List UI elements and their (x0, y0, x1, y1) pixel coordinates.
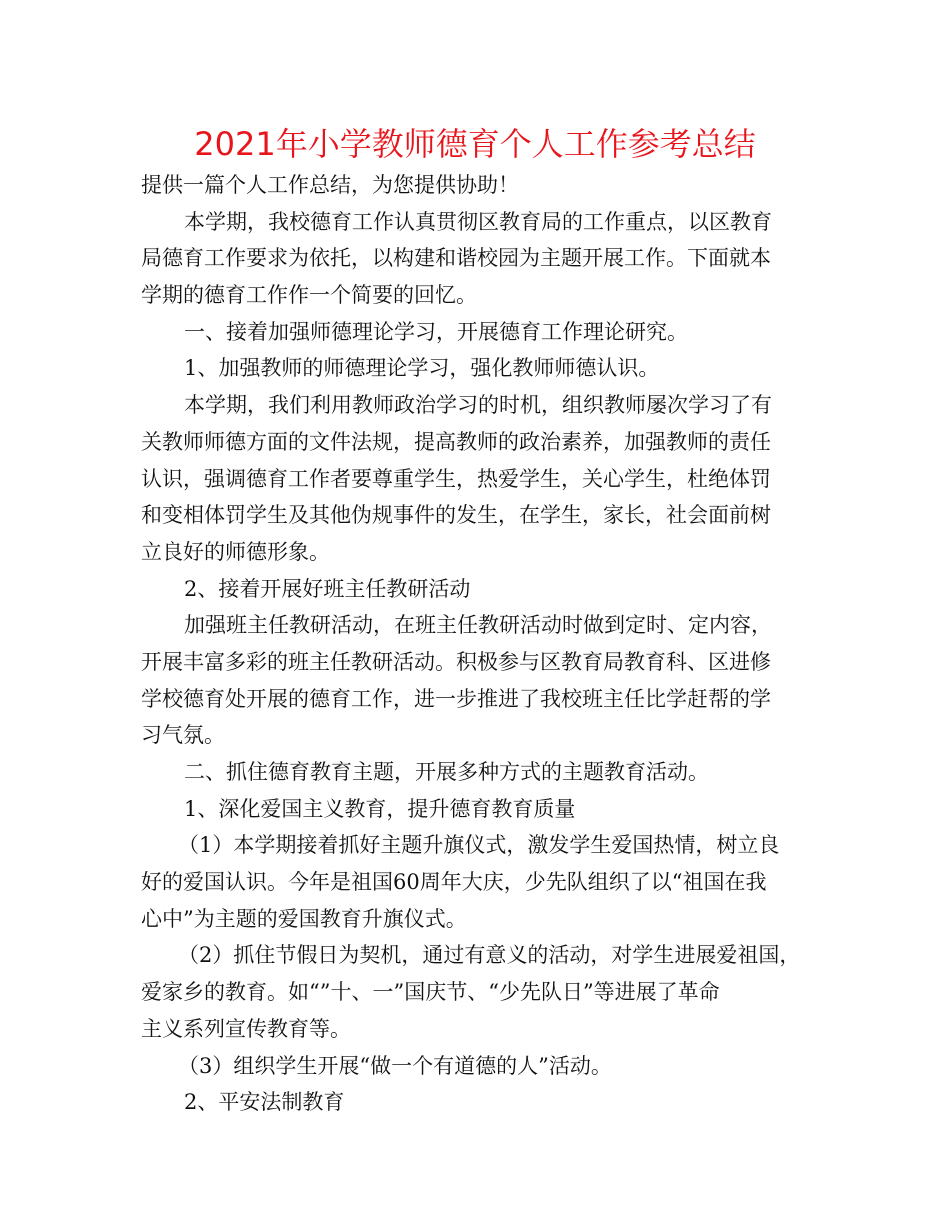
paragraph-line: 学期的德育工作作一个简要的回忆。 (141, 283, 477, 308)
list-item-line: （3）组织学生开展“做一个有道德的人”活动。 (178, 1053, 612, 1078)
paragraph-line: 局德育工作要求为依托，以构建和谐校园为主题开展工作。下面就本 (141, 246, 771, 271)
subsection-heading: 1、深化爱国主义教育，提升德育教育质量 (184, 796, 576, 821)
section-heading: 一、接着加强师德理论学习，开展德育工作理论研究。 (184, 319, 688, 344)
document-body (141, 167, 831, 1121)
subsection-heading: 1、加强教师的师德理论学习，强化教师师德认识。 (184, 356, 660, 381)
intro-line: 提供一篇个人工作总结，为您提供协助！ (141, 173, 519, 197)
paragraph-line: 认识，强调德育工作者要尊重学生，热爱学生，关心学生，杜绝体罚 (141, 466, 771, 491)
subsection-heading: 2、接着开展好班主任教研活动 (184, 576, 471, 601)
paragraph-line: 和变相体罚学生及其他伪规事件的发生，在学生，家长，社会面前树 (141, 503, 771, 528)
paragraph-line: 习气氛。 (141, 723, 225, 748)
paragraph-line: 爱家乡的教育。如“”十、一”国庆节、“少先队日”等进展了革命 (141, 980, 720, 1005)
section-heading: 二、抓住德育教育主题，开展多种方式的主题教育活动。 (184, 760, 709, 784)
subsection-heading: 2、平安法制教育 (184, 1090, 345, 1115)
paragraph-line: 加强班主任教研活动，在班主任教研活动时做到定时、定内容， (184, 613, 772, 638)
paragraph-line: 关教师师德方面的文件法规，提高教师的政治素养，加强教师的责任 (141, 429, 771, 454)
paragraph-line: 主义系列宣传教育等。 (141, 1016, 351, 1041)
paragraph-line: 学校德育处开展的德育工作，进一步推进了我校班主任比学赶帮的学 (141, 686, 771, 711)
list-item-line: （2）抓住节假日为契机，通过有意义的活动，对学生进展爱祖国， (178, 943, 801, 968)
paragraph-line: 立良好的师德形象。 (141, 539, 330, 564)
list-item-line: （1）本学期接着抓好主题升旗仪式，激发学生爱国热情，树立良 (178, 833, 780, 858)
paragraph-line: 本学期，我们利用教师政治学习的时机，组织教师屡次学习了有 (184, 393, 772, 418)
document-title: 2021年小学教师德育个人工作参考总结 (194, 125, 756, 163)
paragraph-line: 本学期，我校德育工作认真贯彻区教育局的工作重点，以区教育 (184, 209, 772, 234)
paragraph-line: 心中”为主题的爱国教育升旗仪式。 (141, 906, 467, 931)
paragraph-line: 开展丰富多彩的班主任教研活动。积极参与区教育局教育科、区进修 (141, 649, 771, 674)
paragraph-line: 好的爱国认识。今年是祖国60周年大庆，少先队组织了以“祖国在我 (141, 870, 767, 895)
